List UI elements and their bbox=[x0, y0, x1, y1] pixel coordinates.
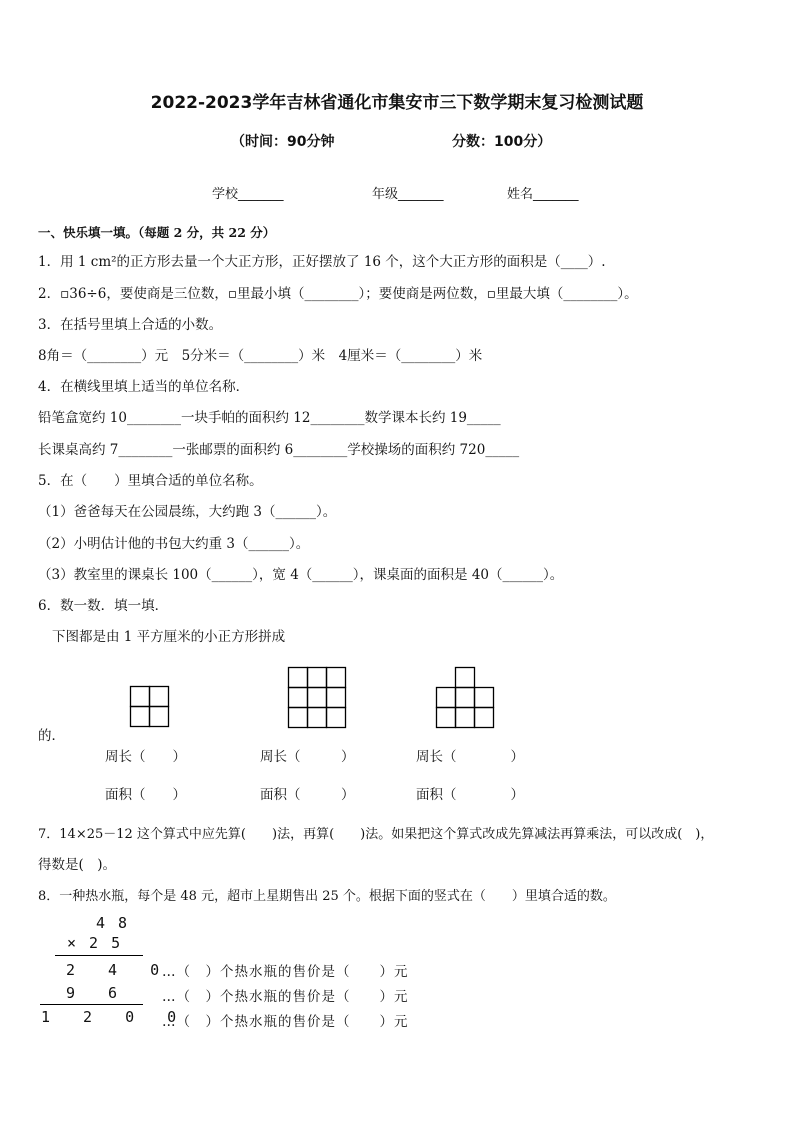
figure-1-area: 面积（ ） bbox=[105, 787, 186, 803]
question-2: 2．▫36÷6，要使商是三位数，▫里最小填（________）；要使商是两位数，▫里最大填（________）。 bbox=[38, 286, 638, 302]
vertical-multiplier: × 2 5 bbox=[67, 934, 123, 952]
page-title: 2022-2023学年吉林省通化市集安市三下数学期末复习检测试题 bbox=[150, 93, 644, 113]
question-6-tail: 的． bbox=[38, 728, 65, 744]
figure-2-perimeter: 周长（ ） bbox=[260, 749, 355, 765]
vertical-multiplicand: 4 8 bbox=[96, 914, 130, 932]
question-8-stem: 8．一种热水瓶，每个是 48 元，超市上星期售出 25 个。根据下面的竖式在（ ）里填合适的数。 bbox=[38, 889, 616, 904]
figure-3-grid bbox=[436, 667, 496, 729]
question-7-line-2: 得数是( )。 bbox=[38, 857, 117, 873]
question-5-b: （2）小明估计他的书包大约重 3（______）。 bbox=[38, 536, 310, 552]
question-4-stem: 4．在横线里填上适当的单位名称． bbox=[38, 379, 250, 395]
vertical-partial-1: 2 4 0 bbox=[66, 961, 172, 979]
exam-time: （时间：90分钟 bbox=[231, 134, 335, 150]
figure-1-perimeter: 周长（ ） bbox=[105, 749, 186, 765]
name-field: 姓名_______ bbox=[507, 187, 579, 202]
question-6-intro: 下图都是由 1 平方厘米的小正方形拼成 bbox=[52, 629, 286, 645]
figure-2-area: 面积（ ） bbox=[260, 787, 355, 803]
vertical-partial-2: 9 6 bbox=[66, 984, 130, 1002]
vertical-product: 1 2 0 0 bbox=[41, 1008, 189, 1026]
exam-score: 分数：100分） bbox=[452, 134, 552, 150]
vertical-note-1: …（ ）个热水瓶的售价是（ ）元 bbox=[162, 964, 409, 980]
figure-1-grid bbox=[130, 686, 170, 728]
section-heading: 一、快乐填一填。（每题 2 分，共 22 分） bbox=[38, 225, 276, 240]
vertical-rule-2 bbox=[40, 1004, 143, 1005]
question-4-line-2: 长课桌高约 7________一张邮票的面积约 6________学校操场的面积约 720_____ bbox=[38, 442, 520, 458]
question-3-stem: 3．在括号里填上合适的小数。 bbox=[38, 317, 223, 333]
vertical-rule-1 bbox=[55, 955, 143, 956]
question-5-c: （3）教室里的课桌长 100（______），宽 4（______），课桌面的面积是 40（______）。 bbox=[38, 567, 564, 583]
vertical-note-2: …（ ）个热水瓶的售价是（ ）元 bbox=[162, 989, 409, 1005]
figure-2-grid bbox=[288, 667, 348, 729]
question-3-line: 8角＝（________）元 5分米＝（________）米 4厘米＝（________）米 bbox=[38, 348, 483, 364]
question-4-line-1: 铅笔盒宽约 10________一块手帕的面积约 12________数学课本长约 19_____ bbox=[38, 410, 501, 426]
question-7-line-1: 7．14×25－12 这个算式中应先算( )法，再算( )法。如果把这个算式改成先算减法再算乘法，可以改成( )， bbox=[38, 827, 714, 842]
school-field: 学校_______ bbox=[212, 187, 284, 202]
question-1: 1．用 1 cm²的正方形去量一个大正方形，正好摆放了 16 个，这个大正方形的面积是（____）. bbox=[38, 254, 606, 270]
question-5-stem: 5．在（ ）里填合适的单位名称。 bbox=[38, 473, 263, 489]
figure-3-perimeter: 周长（ ） bbox=[416, 749, 524, 765]
figure-3-area: 面积（ ） bbox=[416, 787, 524, 803]
vertical-note-3: …（ ）个热水瓶的售价是（ ）元 bbox=[162, 1014, 409, 1030]
question-6-stem: 6．数一数．填一填． bbox=[38, 598, 169, 614]
grade-field: 年级_______ bbox=[372, 187, 444, 202]
question-5-a: （1）爸爸每天在公园晨练，大约跑 3（______）。 bbox=[38, 504, 337, 520]
